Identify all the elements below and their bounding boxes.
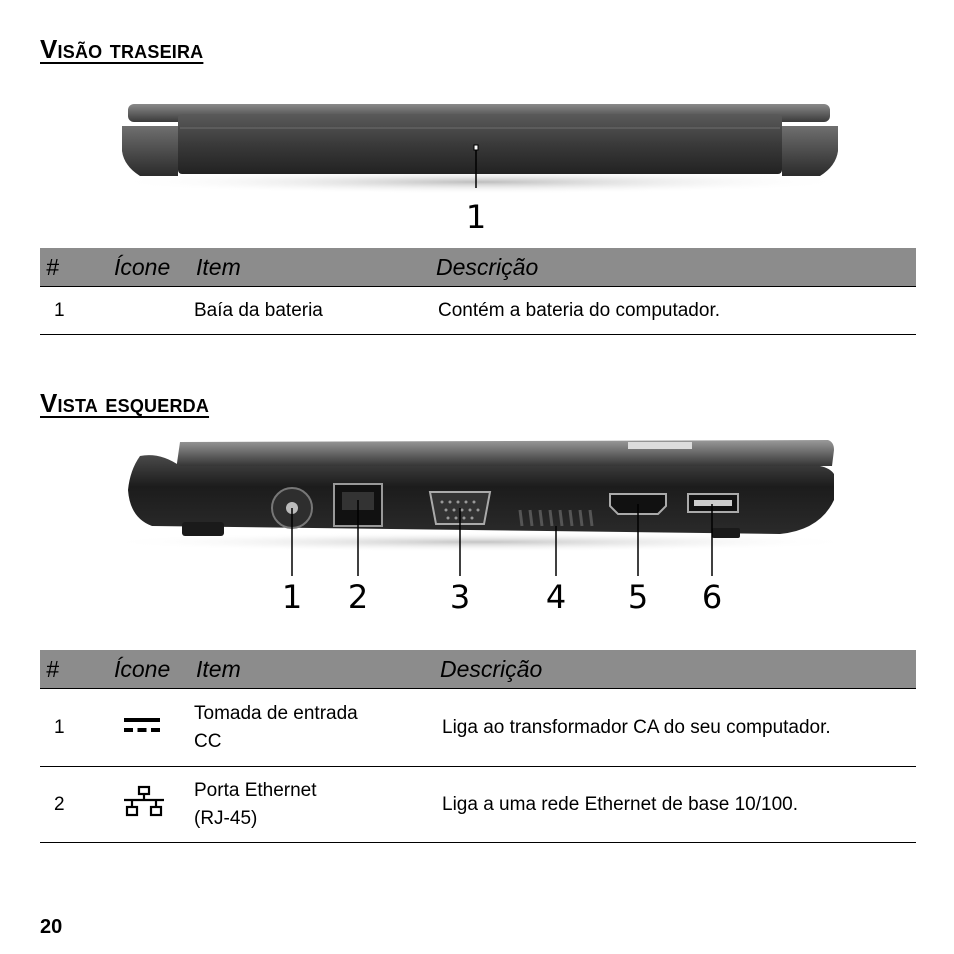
col-description: Descrição xyxy=(430,248,916,287)
row-icon-cell xyxy=(108,689,190,767)
rear-view-illustration xyxy=(100,96,860,236)
row-icon-cell xyxy=(108,287,190,335)
col-number: # xyxy=(40,248,108,287)
row-number: 1 xyxy=(40,287,108,335)
left-view-illustration xyxy=(100,430,860,620)
dc-power-icon xyxy=(122,713,162,737)
row-description: Contém a bateria do computador. xyxy=(430,287,916,335)
left-callout-4: 4 xyxy=(545,578,567,616)
col-icon: Ícone xyxy=(108,650,190,689)
left-callout-6: 6 xyxy=(701,578,723,616)
rear-callout-1: 1 xyxy=(465,198,487,236)
col-icon: Ícone xyxy=(108,248,190,287)
table-row xyxy=(40,287,916,335)
col-number: # xyxy=(40,650,108,689)
row-item-line1: Porta Ethernet xyxy=(194,779,317,801)
col-item: Item xyxy=(190,248,430,287)
row-item-line2: CC xyxy=(194,730,222,752)
table-header-row xyxy=(40,248,916,287)
row-item-line2: (RJ-45) xyxy=(194,807,258,829)
table-row xyxy=(40,689,916,767)
table-row xyxy=(40,767,916,843)
left-hinge xyxy=(122,126,178,176)
left-lid xyxy=(176,440,834,470)
col-item: Item xyxy=(190,650,434,689)
ethernet-icon xyxy=(122,785,166,819)
battery-bay xyxy=(178,114,782,174)
left-view-title: Vista esquerda xyxy=(40,388,210,418)
left-view-table xyxy=(40,650,916,843)
row-description: Liga ao transformador CA do seu computador. xyxy=(434,689,916,767)
left-callout-3: 3 xyxy=(449,578,471,616)
row-item xyxy=(190,767,434,843)
left-callout-1: 1 xyxy=(281,578,303,616)
row-number: 1 xyxy=(40,689,108,767)
page-number: 20 xyxy=(40,916,63,938)
row-item-line1: Tomada de entrada xyxy=(194,702,358,724)
right-hinge xyxy=(782,126,838,176)
rear-view-table xyxy=(40,248,916,335)
col-description: Descrição xyxy=(434,650,916,689)
row-description: Liga a uma rede Ethernet de base 10/100. xyxy=(434,767,916,843)
left-callout-2: 2 xyxy=(347,578,369,616)
table-header-row xyxy=(40,650,916,689)
row-item xyxy=(190,689,434,767)
left-callout-5: 5 xyxy=(627,578,649,616)
row-item: Baía da bateria xyxy=(190,287,430,335)
rear-view-title: Visão traseira xyxy=(40,34,204,64)
row-icon-cell xyxy=(108,767,190,843)
row-number: 2 xyxy=(40,767,108,843)
